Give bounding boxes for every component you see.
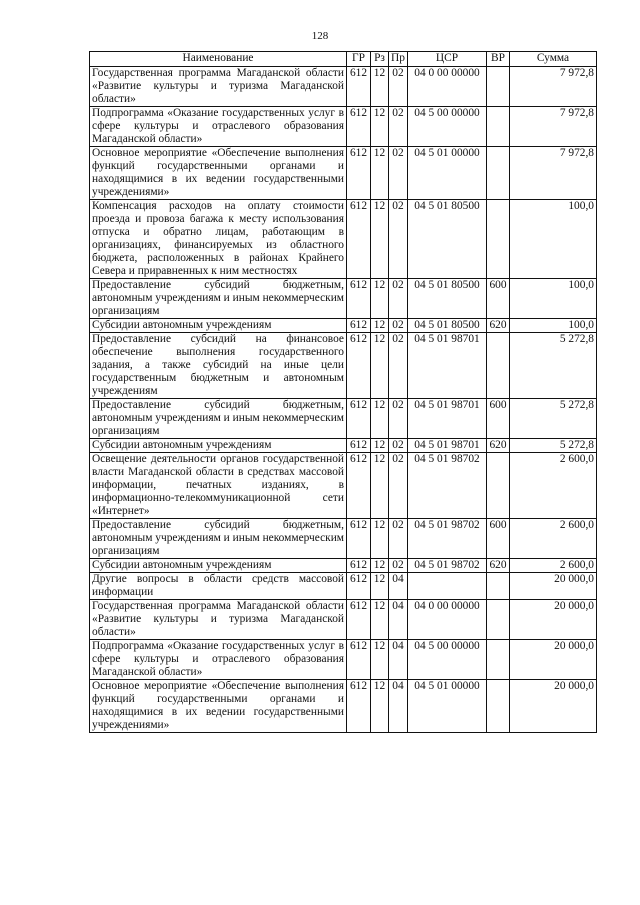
cell-sum: 100,0 [510, 279, 597, 319]
cell-name: Другие вопросы в области средств массовой информации [90, 573, 347, 600]
cell-csr: 04 0 00 00000 [408, 600, 487, 640]
cell-csr: 04 5 01 98702 [408, 519, 487, 559]
cell-sum: 20 000,0 [510, 600, 597, 640]
cell-name: Государственная программа Магаданской области «Развитие культуры и туризма Магаданской области» [90, 67, 347, 107]
cell-rz: 12 [371, 147, 389, 200]
cell-rz: 12 [371, 439, 389, 453]
cell-vr [487, 600, 510, 640]
cell-csr: 04 5 01 00000 [408, 147, 487, 200]
cell-sum: 20 000,0 [510, 573, 597, 600]
cell-csr: 04 5 01 98702 [408, 453, 487, 519]
cell-gr: 612 [347, 399, 371, 439]
cell-csr: 04 5 00 00000 [408, 107, 487, 147]
cell-rz: 12 [371, 640, 389, 680]
cell-gr: 612 [347, 319, 371, 333]
cell-gr: 612 [347, 559, 371, 573]
cell-rz: 12 [371, 333, 389, 399]
table-body [90, 67, 597, 733]
cell-rz: 12 [371, 319, 389, 333]
cell-vr: 620 [487, 439, 510, 453]
budget-table [89, 51, 597, 733]
cell-sum: 5 272,8 [510, 439, 597, 453]
cell-pr: 02 [389, 147, 408, 200]
cell-gr: 612 [347, 200, 371, 279]
cell-vr [487, 107, 510, 147]
cell-csr: 04 5 01 98701 [408, 439, 487, 453]
cell-rz: 12 [371, 453, 389, 519]
cell-vr: 600 [487, 399, 510, 439]
table-row [90, 519, 597, 559]
header-sum: Сумма [510, 52, 597, 67]
cell-name: Подпрограмма «Оказание государственных услуг в сфере культуры и отраслевого образования Магаданской области» [90, 107, 347, 147]
table-row [90, 640, 597, 680]
header-rz: Рз [371, 52, 389, 67]
cell-vr [487, 453, 510, 519]
cell-gr: 612 [347, 680, 371, 733]
cell-sum: 100,0 [510, 200, 597, 279]
cell-rz: 12 [371, 680, 389, 733]
cell-gr: 612 [347, 573, 371, 600]
page-number: 128 [311, 30, 329, 42]
table-row [90, 333, 597, 399]
cell-name: Государственная программа Магаданской области «Развитие культуры и туризма Магаданской области» [90, 600, 347, 640]
cell-sum: 2 600,0 [510, 559, 597, 573]
cell-gr: 612 [347, 67, 371, 107]
cell-sum: 100,0 [510, 319, 597, 333]
cell-pr: 02 [389, 279, 408, 319]
cell-name: Предоставление субсидий бюджетным, автономным учреждениям и иным некоммерческим организациям [90, 519, 347, 559]
cell-pr: 02 [389, 453, 408, 519]
table-row [90, 107, 597, 147]
cell-vr [487, 640, 510, 680]
cell-pr: 02 [389, 399, 408, 439]
cell-vr [487, 67, 510, 107]
table-row [90, 573, 597, 600]
cell-csr: 04 5 01 80500 [408, 200, 487, 279]
cell-sum: 20 000,0 [510, 680, 597, 733]
cell-csr: 04 0 00 00000 [408, 67, 487, 107]
cell-vr: 620 [487, 559, 510, 573]
cell-sum: 5 272,8 [510, 399, 597, 439]
cell-vr: 600 [487, 519, 510, 559]
table-row [90, 319, 597, 333]
cell-sum: 2 600,0 [510, 453, 597, 519]
table-row [90, 200, 597, 279]
table-row [90, 559, 597, 573]
cell-csr: 04 5 00 00000 [408, 640, 487, 680]
cell-name: Компенсация расходов на оплату стоимости проезда и провоза багажа к месту использования отпуска и обратно лицам, работающим в организациях, финансируемых из областного бюджета, расположенных в районах Крайнего Севера и приравненных к ним местностях [90, 200, 347, 279]
table-row [90, 147, 597, 200]
cell-vr: 620 [487, 319, 510, 333]
cell-sum: 7 972,8 [510, 67, 597, 107]
header-name: Наименование [90, 52, 347, 67]
cell-name: Субсидии автономным учреждениям [90, 319, 347, 333]
table-row [90, 600, 597, 640]
cell-pr: 02 [389, 67, 408, 107]
cell-vr [487, 333, 510, 399]
header-gr: ГР [347, 52, 371, 67]
cell-gr: 612 [347, 640, 371, 680]
cell-rz: 12 [371, 573, 389, 600]
cell-name: Основное мероприятие «Обеспечение выполнения функций государственными органами и находящимися в их ведении государственными учреждениями» [90, 680, 347, 733]
cell-rz: 12 [371, 67, 389, 107]
cell-rz: 12 [371, 559, 389, 573]
cell-pr: 02 [389, 439, 408, 453]
cell-gr: 612 [347, 333, 371, 399]
cell-name: Освещение деятельности органов государственной власти Магаданской области в средствах массовой информации, печатных изданиях, в информационно-телекоммуникационной сети «Интернет» [90, 453, 347, 519]
cell-sum: 7 972,8 [510, 107, 597, 147]
cell-gr: 612 [347, 107, 371, 147]
cell-vr [487, 573, 510, 600]
cell-rz: 12 [371, 200, 389, 279]
cell-csr: 04 5 01 00000 [408, 680, 487, 733]
cell-name: Предоставление субсидий бюджетным, автономным учреждениям и иным некоммерческим организациям [90, 279, 347, 319]
cell-rz: 12 [371, 279, 389, 319]
cell-sum: 20 000,0 [510, 640, 597, 680]
cell-csr: 04 5 01 80500 [408, 279, 487, 319]
cell-csr: 04 5 01 98701 [408, 399, 487, 439]
cell-rz: 12 [371, 600, 389, 640]
cell-pr: 02 [389, 107, 408, 147]
cell-gr: 612 [347, 147, 371, 200]
cell-pr: 04 [389, 640, 408, 680]
cell-vr: 600 [487, 279, 510, 319]
cell-pr: 02 [389, 519, 408, 559]
header-csr: ЦСР [408, 52, 487, 67]
table-row [90, 453, 597, 519]
cell-gr: 612 [347, 439, 371, 453]
cell-sum: 7 972,8 [510, 147, 597, 200]
cell-gr: 612 [347, 519, 371, 559]
cell-gr: 612 [347, 600, 371, 640]
cell-vr [487, 680, 510, 733]
cell-sum: 5 272,8 [510, 333, 597, 399]
cell-rz: 12 [371, 107, 389, 147]
cell-name: Субсидии автономным учреждениям [90, 439, 347, 453]
cell-name: Предоставление субсидий бюджетным, автономным учреждениям и иным некоммерческим организациям [90, 399, 347, 439]
table-header-row [90, 52, 597, 67]
table-row [90, 439, 597, 453]
cell-pr: 02 [389, 333, 408, 399]
table-row [90, 279, 597, 319]
cell-name: Предоставление субсидий на финансовое обеспечение выполнения государственного задания, а также субсидий на иные цели государственным бюджетным и автономным учреждениям [90, 333, 347, 399]
cell-pr: 02 [389, 200, 408, 279]
cell-csr: 04 5 01 80500 [408, 319, 487, 333]
cell-csr: 04 5 01 98701 [408, 333, 487, 399]
cell-rz: 12 [371, 519, 389, 559]
header-vr: ВР [487, 52, 510, 67]
cell-name: Подпрограмма «Оказание государственных услуг в сфере культуры и отраслевого образования Магаданской области» [90, 640, 347, 680]
cell-csr: 04 5 01 98702 [408, 559, 487, 573]
table-row [90, 67, 597, 107]
cell-vr [487, 147, 510, 200]
cell-pr: 04 [389, 600, 408, 640]
cell-name: Основное мероприятие «Обеспечение выполнения функций государственными органами и находящимися в их ведении государственными учреждениями» [90, 147, 347, 200]
table-row [90, 680, 597, 733]
cell-pr: 04 [389, 680, 408, 733]
cell-pr: 02 [389, 319, 408, 333]
cell-pr: 02 [389, 559, 408, 573]
table-row [90, 399, 597, 439]
cell-vr [487, 200, 510, 279]
header-pr: Пр [389, 52, 408, 67]
cell-gr: 612 [347, 453, 371, 519]
cell-pr: 04 [389, 573, 408, 600]
cell-csr [408, 573, 487, 600]
cell-rz: 12 [371, 399, 389, 439]
cell-name: Субсидии автономным учреждениям [90, 559, 347, 573]
cell-gr: 612 [347, 279, 371, 319]
cell-sum: 2 600,0 [510, 519, 597, 559]
